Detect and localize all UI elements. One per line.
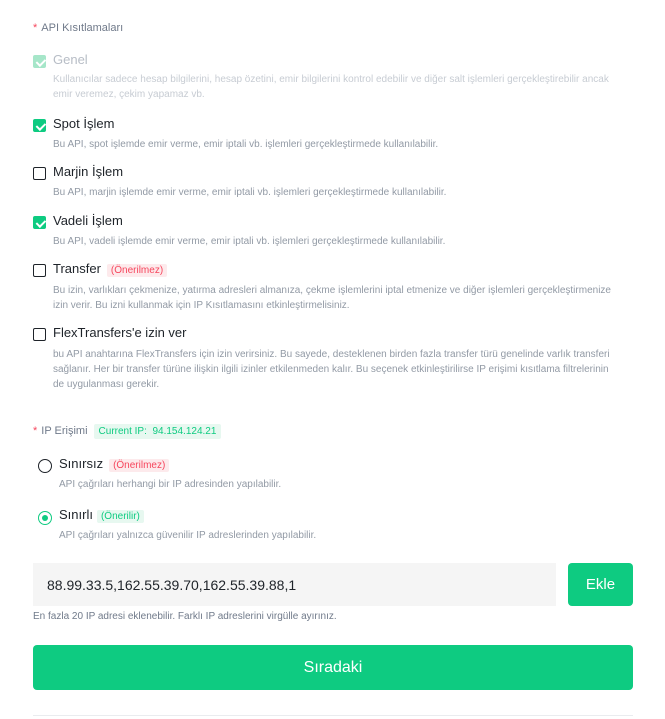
option-flextransfers-description: bu API anahtarına FlexTransfers için izin verirsiniz. Bu sayede, desteklenen birden fazla transfer türü genelinde varlık transferi sağlanır. Her bir transfer türüne ilişkin ilgili izinler etkilenmeden kalır. Bu seçenek etkinleştirilirse IP erişimi kısıtlama filtrelerinin de uygulanması gerekir.	[53, 349, 610, 390]
option-transfer-title[interactable]	[53, 261, 167, 276]
option-futures-description: Bu API, vadeli işlemde emir verme, emir iptali vb. işlemleri gerçekleştirmede kullanılabilir.	[53, 236, 446, 247]
option-flextransfers-title[interactable]: FlexTransfers'e izin ver	[53, 325, 187, 340]
ip-option-restricted-description: API çağrıları yalnızca güvenilir IP adreslerinden yapılabilir.	[59, 530, 317, 541]
option-futures-title[interactable]: Vadeli İşlem	[53, 213, 123, 228]
api-restrictions-label	[33, 22, 123, 34]
api-restrictions-label-text: API Kısıtlamaları	[41, 22, 124, 34]
current-ip-badge	[94, 424, 222, 439]
required-mark: *	[33, 425, 38, 437]
not-recommended-badge: (Önerilmez)	[109, 459, 169, 472]
ip-option-restricted-title-text[interactable]: Sınırlı	[59, 507, 93, 522]
checkbox-transfer[interactable]	[33, 264, 46, 277]
checkbox-flextransfers[interactable]	[33, 328, 46, 341]
ip-option-restricted-title[interactable]	[59, 507, 144, 522]
next-button[interactable]: Sıradaki	[33, 645, 633, 690]
option-genel-description: Kullanıcılar sadece hesap bilgilerini, hesap özetini, emir bilgilerini kontrol edebilir ve diğer salt işlemleri gerçekleştirebilir ancak emir veremez, çekim yapamaz vb.	[53, 74, 609, 100]
divider	[33, 715, 633, 716]
ip-option-unrestricted-description: API çağrıları herhangi bir IP adresinden yapılabilir.	[59, 479, 282, 490]
ip-option-unrestricted-title[interactable]	[59, 456, 169, 471]
current-ip-value: 94.154.124.21	[152, 426, 217, 437]
ip-limit-hint: En fazla 20 IP adresi eklenebilir. Farklı IP adreslerini virgülle ayırınız.	[33, 611, 337, 622]
checkbox-spot[interactable]	[33, 119, 46, 132]
option-margin-description: Bu API, marjin işlemde emir verme, emir iptali vb. işlemleri gerçekleştirmede kullanılabilir.	[53, 187, 447, 198]
option-transfer-description: Bu izin, varlıkları çekmenize, yatırma adresleri almanıza, çekme işlemlerini iptal etmenize ve diğer işlemleri gerçekleştirmenize izin verir. Bu izni kullanmak için IP Kısıtlamasını etkinleştirmelisiniz.	[53, 285, 611, 311]
option-transfer-title-text[interactable]: Transfer	[53, 261, 101, 276]
ip-access-label-text: IP Erişimi	[41, 425, 88, 437]
current-ip-label: Current IP:	[98, 426, 147, 437]
checkbox-margin[interactable]	[33, 167, 46, 180]
radio-restricted[interactable]	[38, 511, 52, 525]
option-margin-title[interactable]: Marjin İşlem	[53, 164, 124, 179]
add-ip-button[interactable]: Ekle	[568, 563, 633, 606]
required-mark: *	[33, 22, 38, 34]
radio-unrestricted[interactable]	[38, 459, 52, 473]
checkbox-genel[interactable]	[33, 55, 46, 68]
checkbox-futures[interactable]	[33, 216, 46, 229]
recommended-badge: (Önerilir)	[97, 510, 144, 523]
option-spot-title[interactable]: Spot İşlem	[53, 116, 115, 131]
option-spot-description: Bu API, spot işlemde emir verme, emir iptali vb. işlemleri gerçekleştirmede kullanılabilir.	[53, 139, 439, 150]
ip-address-input[interactable]	[33, 563, 556, 606]
not-recommended-badge: (Önerilmez)	[107, 264, 167, 277]
ip-option-unrestricted-title-text[interactable]: Sınırsız	[59, 456, 104, 471]
option-genel-title: Genel	[53, 52, 88, 67]
ip-access-label	[33, 425, 221, 437]
